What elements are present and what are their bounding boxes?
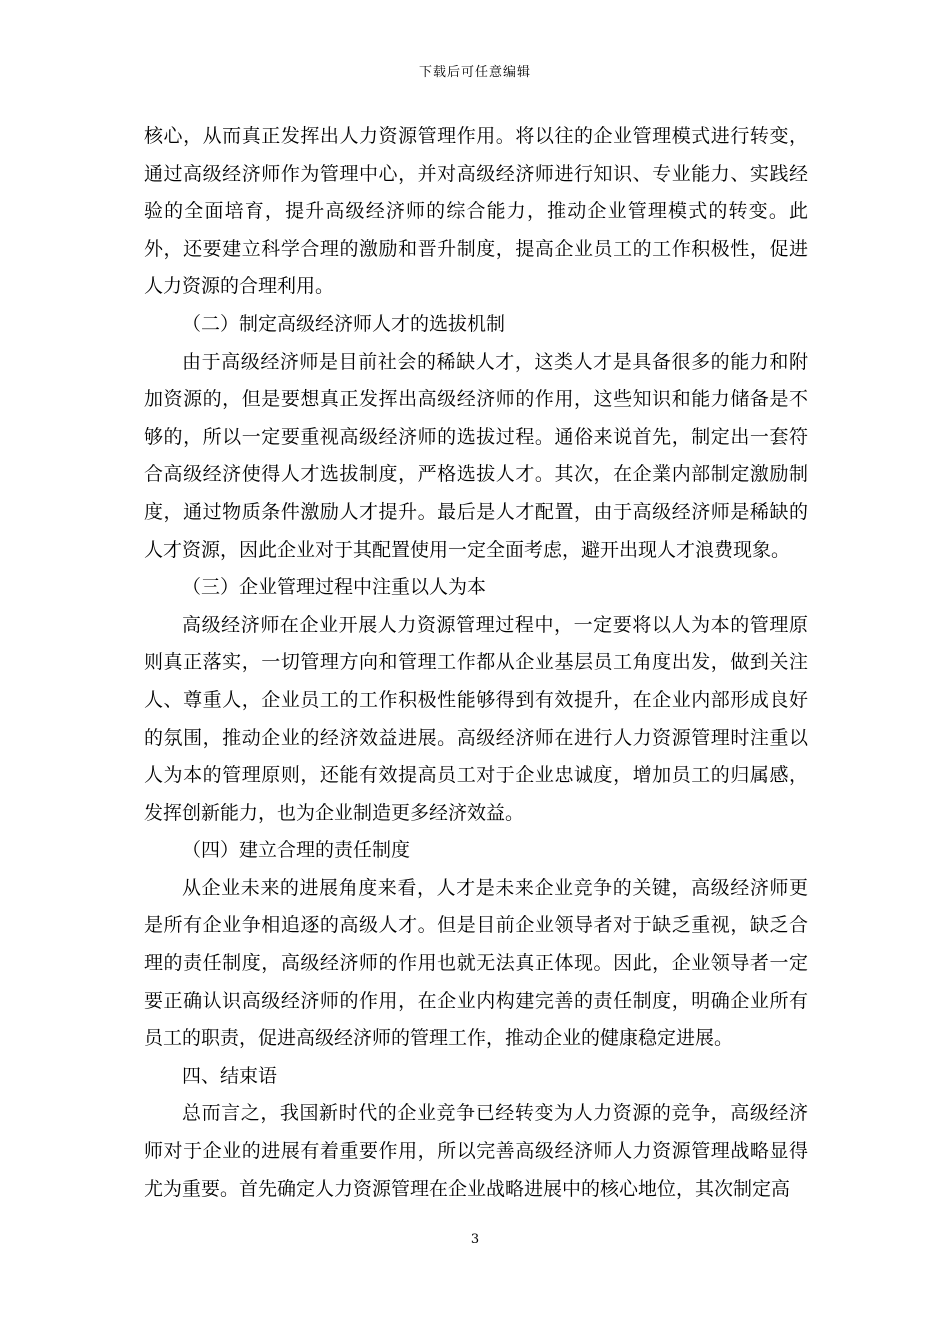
section-heading-conclusion: 四、结束语 — [182, 1064, 278, 1087]
paragraph-people-oriented: 高级经济师在企业开展人力资源管理过程中，一定要将以人为本的管理原则真正落实，一切管理方向和管理工作都从企业基层员工角度出发，做到关注人、尊重人，企业员工的工作积极性能够得到有效提升，在企业内部形成良好的氛围，推动企业的经济效益进展。高级经济师在进行人力资源管理时注重以人为本的管理原则，还能有效提高员工对于企业忠诚度，增加员工的归属感，发挥创新能力，也为企业制造更多经济效益。 — [144, 613, 808, 824]
page-header: 下载后可任意编辑 — [418, 65, 531, 80]
document-body — [144, 118, 808, 1208]
section-heading-2: （二）制定高级经济师人才的选拔机制 — [182, 312, 506, 335]
paragraph-responsibility-system: 从企业未来的进展角度来看，人才是未来企业竞争的关键，高级经济师更是所有企业争相追逐的高级人才。但是目前企业领导者对于缺乏重视，缺乏合理的责任制度，高级经济师的作用也就无法真正体现。因此，企业领导者一定要正确认识高级经济师的作用，在企业内构建完善的责任制度，明确企业所有员工的职责，促进高级经济师的管理工作，推动企业的健康稳定进展。 — [144, 876, 808, 1050]
paragraph-conclusion: 总而言之，我国新时代的企业竞争已经转变为人力资源的竞争，高级经济师对于企业的进展有着重要作用，所以完善高级经济师人力资源管理战略显得尤为重要。首先确定人力资源管理在企业战略进展中的核心地位，其次制定高 — [144, 1102, 808, 1200]
page-number: 3 — [470, 1232, 480, 1247]
paragraph-selection-mechanism: 由于高级经济师是目前社会的稀缺人才，这类人才是具备很多的能力和附加资源的，但是要想真正发挥出高级经济师的作用，这些知识和能力储备是不够的，所以一定要重视高级经济师的选拔过程。通俗来说首先，制定出一套符合高级经济使得人才选拔制度，严格选拔人才。其次，在企業内部制定激励制度，通过物质条件激励人才提升。最后是人才配置，由于高级经济师是稀缺的人才资源，因此企业对于其配置使用一定全面考虑，避开出现人才浪费现象。 — [144, 350, 808, 561]
paragraph-continuation: 核心，从而真正发挥出人力资源管理作用。将以往的企业管理模式进行转变，通过高级经济师作为管理中心，并对高级经济师进行知识、专业能力、实践经验的全面培育，提升高级经济师的综合能力，推动企业管理模式的转变。此外，还要建立科学合理的激励和晋升制度，提高企业员工的工作积极性，促进人力资源的合理利用。 — [144, 125, 808, 298]
section-heading-3: （三）企业管理过程中注重以人为本 — [182, 576, 487, 599]
section-heading-4: （四）建立合理的责任制度 — [182, 839, 411, 862]
